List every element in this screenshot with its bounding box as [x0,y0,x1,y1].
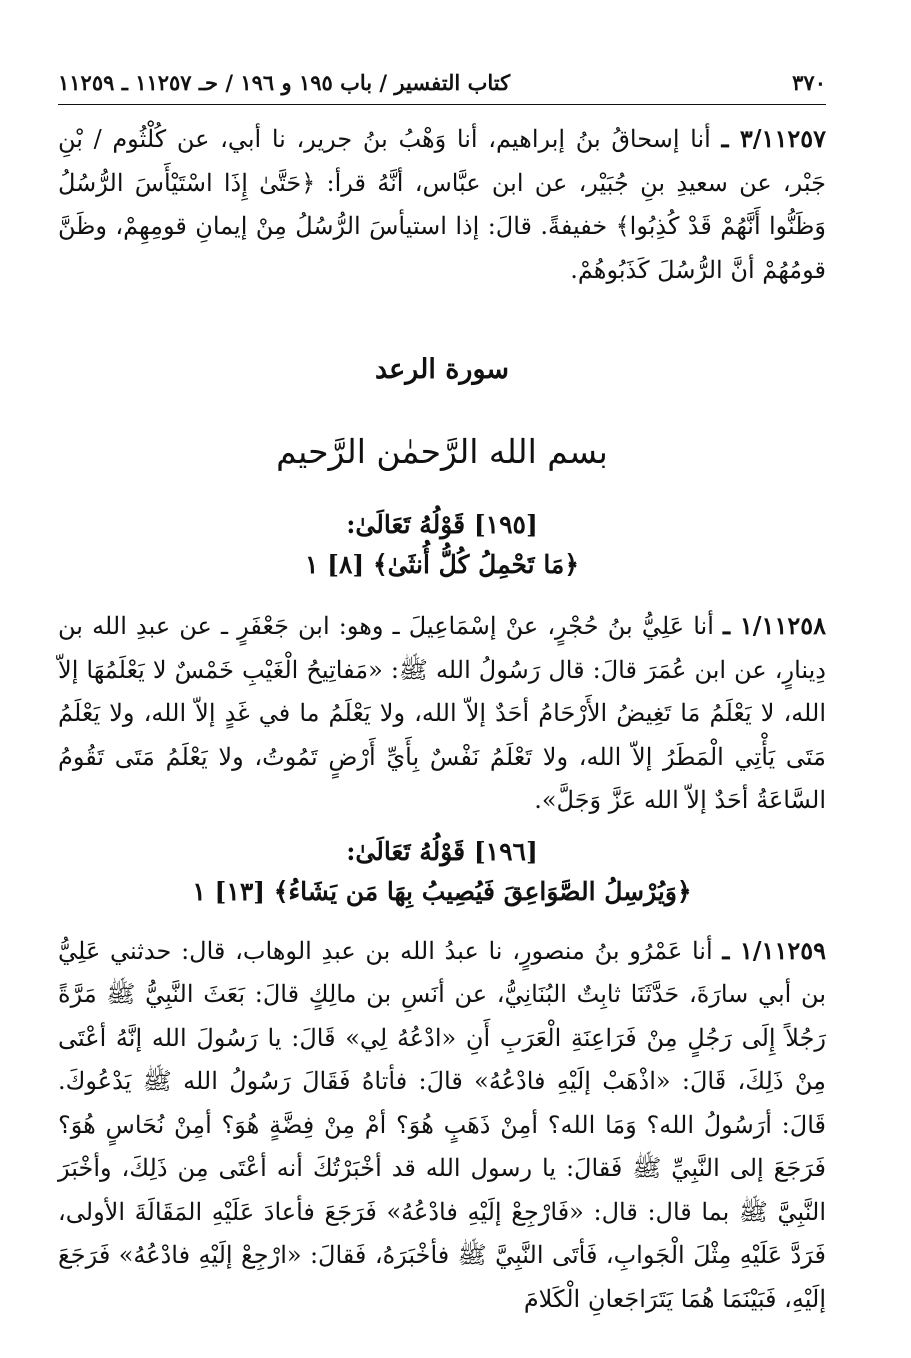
hadith-11257 [58,117,826,292]
section-verse: ﴿مَا تَحْمِلُ كُلُّ أُنثَىٰ﴾ [٨] ١ [305,550,579,579]
running-title: كتاب التفسير / باب ١٩٥ و ١٩٦ / حـ ١١٢٥٧ ـ ١١٢٥٩ [58,70,511,95]
section-verse: ﴿وَيُرْسِلُ الصَّوَاعِقَ فَيُصِيبُ بِهَا مَن يَشَاءُ﴾ [١٣] ١ [192,876,692,906]
book-page [58,70,826,1321]
running-header [58,70,826,105]
hadith-number: ١/١١٢٥٩ ـ [722,935,826,965]
hadith-11258 [58,604,826,823]
hadith-text: أنا عَمْرُو بنُ منصورٍ، نا عبدُ الله بن عبدِ الوهاب، قال: حدثني عَلِيُّ بن أبي سارَةَ، حَدَّثَنَا ثابِتٌ البُنَانِيُّ، عن أنَسِ بن مالِكٍ قالَ: بَعَثَ النَّبِيُّ ﷺ مَرَّةً رَجُلاً إِلَى رَجُلٍ مِنْ فَرَاعِنَةِ الْعَرَبِ أَنِ «ادْعُهُ لِي» قَالَ: يا رَسُولَ الله إنَّهُ أعْتَى مِنْ ذَلِكَ، قَالَ: «اذْهَبْ إلَيْهِ فادْعُهُ» قالَ: فأتاهُ فَقَالَ رَسُولُ الله ﷺ يَدْعُوكَ. قَالَ: أرَسُولُ الله؟ وَمَا الله؟ أمِنْ ذَهَبٍ هُوَ؟ أمْ مِنْ فِضَّةٍ هُوَ؟ أمِنْ نُحَاسٍ هُوَ؟ فَرَجَعَ إلى النَّبِيِّ ﷺ فَقالَ: يا رسول الله قد أخْبَرْتُكَ أنه أعْتَى مِن ذَلِكَ، وأخْبَرَ النَّبِيَّ ﷺ بما قال: قال: «فَارْجِعْ إلَيْهِ فادْعُهُ» فَرَجَعَ فأعادَ عَلَيْهِ المَقَالَةَ الأولى، فَرَدَّ عَلَيْهِ مِثْلَ الْجَوابِ، فَأتَى النَّبِيَّ ﷺ فأخْبَرَهُ، فَقالَ: «ارْجِعْ إلَيْهِ فادْعُهُ» فَرَجَعَ إلَيْهِ، فَبَيْنَمَا هُمَا يَتَرَاجَعانِ الْكَلامَ [58,936,826,1313]
hadith-number: ١/١١٢٥٨ ـ [723,611,826,640]
basmala: بسم الله الرَّحمٰن الرَّحيم [276,432,608,471]
surah-title: سورة الرعد [374,354,510,385]
hadith-number: ٣/١١٢٥٧ ـ [721,124,826,153]
hadith-text: أنا عَلِيُّ بنُ حُجْرٍ، عنْ إسْمَاعِيلَ ـ وهو: ابن جَعْفَرٍ ـ عن عبدِ الله بن دِينارٍ، عن ابن عُمَرَ قالَ: قال رَسُولُ الله ﷺ: «مَفاتِيحُ الْغَيْبِ خَمْسٌ لا يَعْلَمُهَا إلاّ الله، لا يَعْلَمُ مَا تَغِيضُ الأَرْحَامُ أحَدٌ إلاّ الله، ولا يَعْلَمُ ما في غَدٍ إلاّ الله، ولا يَعْلَمُ مَتَى يَأْتِي الْمَطَرُ إلاّ الله، ولا تَعْلَمُ نَفْسٌ بِأَيِّ أَرْضٍ تَمُوتُ، ولا يَعْلَمُ مَتَى تَقُومُ السَّاعَةُ أحَدٌ إلاّ الله عَزَّ وَجَلَّ». [58,612,826,814]
hadith-11259 [58,929,826,1322]
section-195 [58,510,826,596]
section-label: [١٩٥] قَوْلُهُ تَعَالَىٰ: [346,510,538,539]
section-label: [١٩٦] قَوْلُهُ تَعَالَىٰ: [346,836,538,866]
section-196 [58,837,826,923]
page-number: ٣٧٠ [792,70,826,95]
hadith-text: أنا إسحاقُ بنُ إبراهيم، أنا وَهْبُ بنُ جرير، نا أبي، عن كُلْثُوم / بْنِ جَبْر، عن سعيدِ بنِ جُبَيْر، عن ابن عبَّاس، أنَّهُ قرأ: ﴿حَتَّىٰ إِذَا اسْتَيْأَسَ الرُّسُلُ وَظَنُّوا أَنَّهُمْ قَدْ كُذِبُوا﴾ خفيفةً. قالَ: إذا استيأسَ الرُّسُلُ مِنْ إيمانِ قومِهِمْ، وظَنَّ قومُهُمْ أنَّ الرُّسُلَ كَذَبُوهُمْ. [58,125,826,284]
